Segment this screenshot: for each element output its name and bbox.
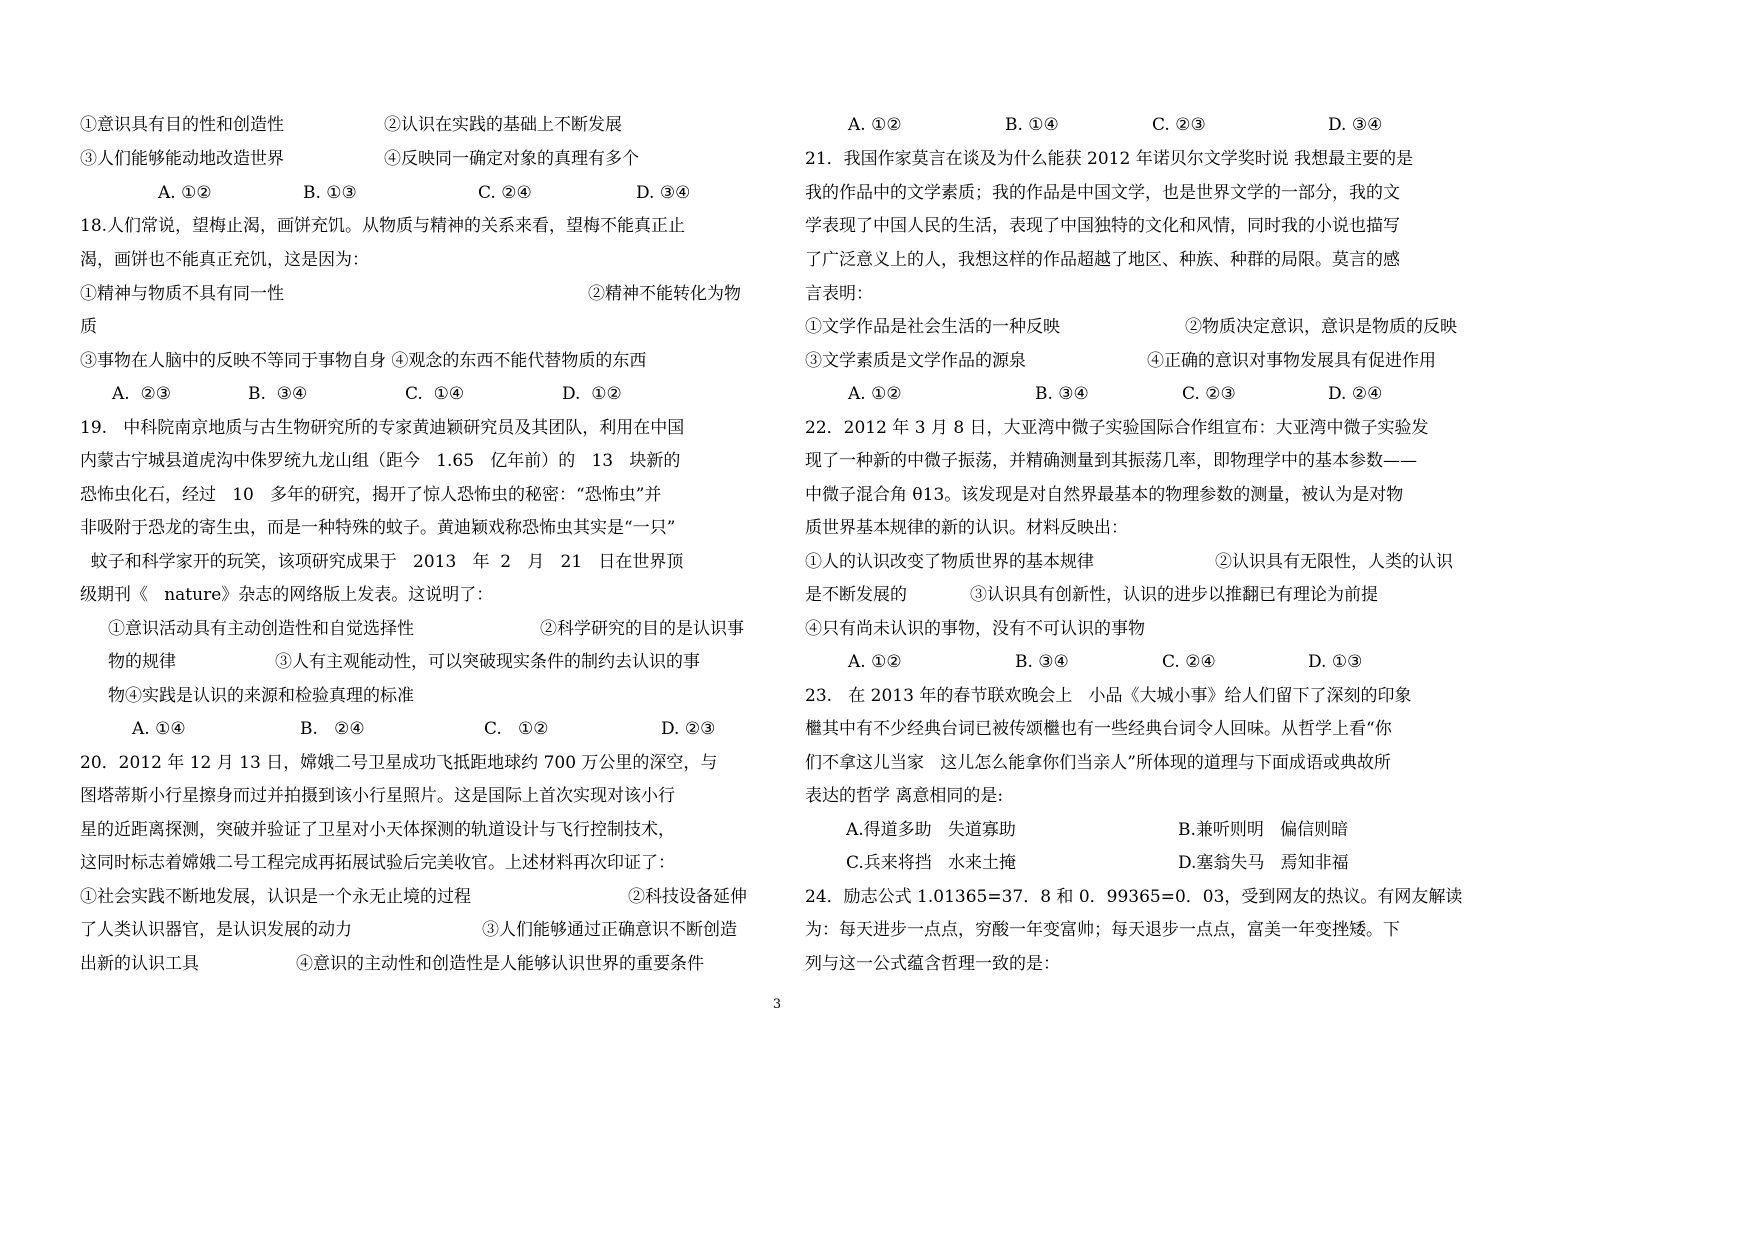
q19-option-2-continued: 物的规律: [108, 652, 176, 672]
q19-stem-line: 级期刊《 nature》杂志的网络版上发表。这说明了：: [80, 585, 494, 605]
q17-choice-b: B. ①③: [303, 183, 357, 203]
q17-choice-a: A. ①②: [158, 183, 212, 203]
q20-option-4: ④意识的主动性和创造性是人能够认识世界的重要条件: [296, 954, 704, 974]
q20-option-3-continued: 出新的认识工具: [80, 954, 199, 974]
q17-option-1: ①意识具有目的性和创造性: [80, 115, 284, 135]
q21-choice-d: D. ②④: [1328, 384, 1383, 404]
q17-option-3: ③人们能够能动地改造世界: [80, 149, 284, 169]
q22-choice-d: D. ①③: [1308, 652, 1363, 672]
page-number: 3: [772, 997, 782, 1012]
q21-option-2: ②物质决定意识，意识是物质的反映: [1185, 317, 1457, 337]
q20-stem-line: 图塔蒂斯小行星擦身而过并拍摄到该小行星照片。这是国际上首次实现对该小行: [80, 786, 675, 806]
q21-choice-a: A. ①②: [848, 384, 902, 404]
q19-stem-line: 19. 中科院南京地质与古生物研究所的专家黄迪颖研究员及其团队，利用在中国: [80, 418, 685, 438]
q22-option-3: ③认识具有创新性，认识的进步以推翻已有理论为前提: [970, 585, 1378, 605]
q22-option-1: ①人的认识改变了物质世界的基本规律: [805, 552, 1094, 572]
q21-choice-c: C. ②③: [1182, 384, 1236, 404]
q24-stem-line: 为：每天进步一点点，穷酸一年变富帅；每天退步一点点，富美一年变挫矮。下: [805, 920, 1400, 940]
q22-choice-a: A. ①②: [848, 652, 902, 672]
q20-choice-d: D. ③④: [1328, 115, 1383, 135]
q18-stem-line: 18.人们常说，望梅止渴，画饼充饥。从物质与精神的关系来看，望梅不能真正止: [80, 216, 686, 236]
q19-option-1: ①意识活动具有主动创造性和自觉选择性: [108, 619, 414, 639]
q19-stem-line: 蚊子和科学家开的玩笑，该项研究成果于 2013 年 2 月 21 日在世界顶: [80, 552, 684, 572]
q21-stem-line: 言表明：: [805, 284, 873, 304]
q18-choice-a: A. ②③: [112, 384, 171, 404]
q19-choice-c: C. ①②: [484, 719, 549, 739]
q17-choice-d: D. ③④: [636, 183, 691, 203]
q19-stem-line: 非吸附于恐龙的寄生虫，而是一种特殊的蚊子。黄迪颖戏称恐怖虫其实是“一只”: [80, 518, 676, 538]
q22-option-2: ②认识具有无限性，人类的认识: [1215, 552, 1453, 572]
q20-option-2-continued: 了人类认识器官，是认识发展的动力: [80, 920, 352, 940]
q19-option-3-tail-option-4: 物④实践是认识的来源和检验真理的标准: [108, 686, 414, 706]
q23-stem-line: 檵其中有不少经典台词已被传颂檵也有一些经典台词令人回味。从哲学上看“你: [805, 719, 1392, 739]
q20-stem-line: 这同时标志着嫦娥二号工程完成再拓展试验后完美收官。上述材料再次印证了：: [80, 853, 675, 873]
q21-stem-line: 了广泛意义上的人，我想这样的作品超越了地区、种族、种群的局限。莫言的感: [805, 250, 1400, 270]
q19-stem-line: 内蒙古宁城县道虎沟中侏罗统九龙山组（距今 1.65 亿年前）的 13 块新的: [80, 451, 681, 471]
q19-option-2: ②科学研究的目的是认识事: [540, 619, 744, 639]
q23-stem-line: 23. 在 2013 年的春节联欢晚会上 小品《大城小事》给人们留下了深刻的印象: [805, 686, 1412, 706]
q20-stem-line: 20．2012 年 12 月 13 日，嫦娥二号卫星成功飞抵距地球约 700 万公里的深空，与: [80, 753, 718, 773]
q18-option-2: ②精神不能转化为物: [588, 284, 741, 304]
q22-choice-c: C. ②④: [1162, 652, 1216, 672]
q18-choice-b: B. ③④: [248, 384, 308, 404]
q18-option-2-continued: 质: [80, 317, 97, 337]
q23-option-a: A.得道多助 失道寡助: [846, 820, 1016, 840]
q22-stem-line: 质世界基本规律的新的认识。材料反映出：: [805, 518, 1128, 538]
q18-option-1: ①精神与物质不具有同一性: [80, 284, 284, 304]
q22-choice-b: B. ③④: [1015, 652, 1069, 672]
q17-option-2: ②认识在实践的基础上不断发展: [384, 115, 622, 135]
q20-choice-a: A. ①②: [848, 115, 902, 135]
q24-stem-line: 24．励志公式 1.01365=37．8 和 0．99365=0．03，受到网友的热议。有网友解读: [805, 887, 1463, 907]
q18-choice-d: D. ①②: [562, 384, 622, 404]
q23-option-b: B.兼听则明 偏信则暗: [1178, 820, 1349, 840]
q23-stem-line: 表达的哲学 离意相同的是:: [805, 786, 1004, 806]
q21-choice-b: B. ③④: [1035, 384, 1089, 404]
q20-stem-line: 星的近距离探测，突破并验证了卫星对小天体探测的轨道设计与飞行控制技术，: [80, 820, 675, 840]
q17-option-4: ④反映同一确定对象的真理有多个: [384, 149, 639, 169]
q19-stem-line: 恐怖虫化石，经过 10 多年的研究，揭开了惊人恐怖虫的秘密：“恐怖虫”并: [80, 485, 662, 505]
q19-option-3: ③人有主观能动性，可以突破现实条件的制约去认识的事: [275, 652, 700, 672]
q19-choice-b: B. ②④: [300, 719, 365, 739]
q20-option-3: ③人们能够通过正确意识不断创造: [482, 920, 737, 940]
q20-choice-b: B. ①④: [1005, 115, 1059, 135]
q24-stem-line: 列与这一公式蕴含哲理一致的是：: [805, 954, 1060, 974]
q23-option-c: C.兵来将挡 水来土掩: [846, 853, 1017, 873]
q18-choice-c: C. ①④: [405, 384, 465, 404]
q20-option-2: ②科技设备延伸: [628, 887, 747, 907]
q21-stem-line: 我的作品中的文学素质；我的作品是中国文学，也是世界文学的一部分，我的文: [805, 183, 1400, 203]
q20-option-1: ①社会实践不断地发展，认识是一个永无止境的过程: [80, 887, 471, 907]
q22-stem-line: 中微子混合角 θ13。该发现是对自然界最基本的物理参数的测量，被认为是对物: [805, 485, 1404, 505]
q22-option-2-continued: 是不断发展的: [805, 585, 907, 605]
q21-option-1: ①文学作品是社会生活的一种反映: [805, 317, 1060, 337]
q23-option-d: D.塞翁失马 焉知非福: [1178, 853, 1349, 873]
q23-stem-line: 们不拿这儿当家 这儿怎么能拿你们当亲人”所体现的道理与下面成语或典故所: [805, 753, 1391, 773]
q21-option-3: ③文学素质是文学作品的源泉: [805, 351, 1026, 371]
q17-choice-c: C. ②④: [478, 183, 532, 203]
q18-options-3-4: ③事物在人脑中的反映不等同于事物自身 ④观念的东西不能代替物质的东西: [80, 351, 647, 371]
q21-stem-line: 21．我国作家莫言在谈及为什么能获 2012 年诺贝尔文学奖时说 我想最主要的是: [805, 149, 1414, 169]
q22-stem-line: 现了一种新的中微子振荡，并精确测量到其振荡几率，即物理学中的基本参数——: [805, 451, 1417, 471]
q22-option-4: ④只有尚未认识的事物，没有不可认识的事物: [805, 619, 1145, 639]
q19-choice-d: D. ②③: [661, 719, 716, 739]
q21-stem-line: 学表现了中国人民的生活，表现了中国独特的文化和风情，同时我的小说也描写: [805, 216, 1400, 236]
q20-choice-c: C. ②③: [1152, 115, 1206, 135]
q22-stem-line: 22．2012 年 3 月 8 日，大亚湾中微子实验国际合作组宣布：大亚湾中微子实验发: [805, 418, 1429, 438]
q18-stem-line: 渴，画饼也不能真正充饥，这是因为：: [80, 250, 369, 270]
q21-option-4: ④正确的意识对事物发展具有促进作用: [1147, 351, 1436, 371]
q19-choice-a: A. ①④: [132, 719, 186, 739]
